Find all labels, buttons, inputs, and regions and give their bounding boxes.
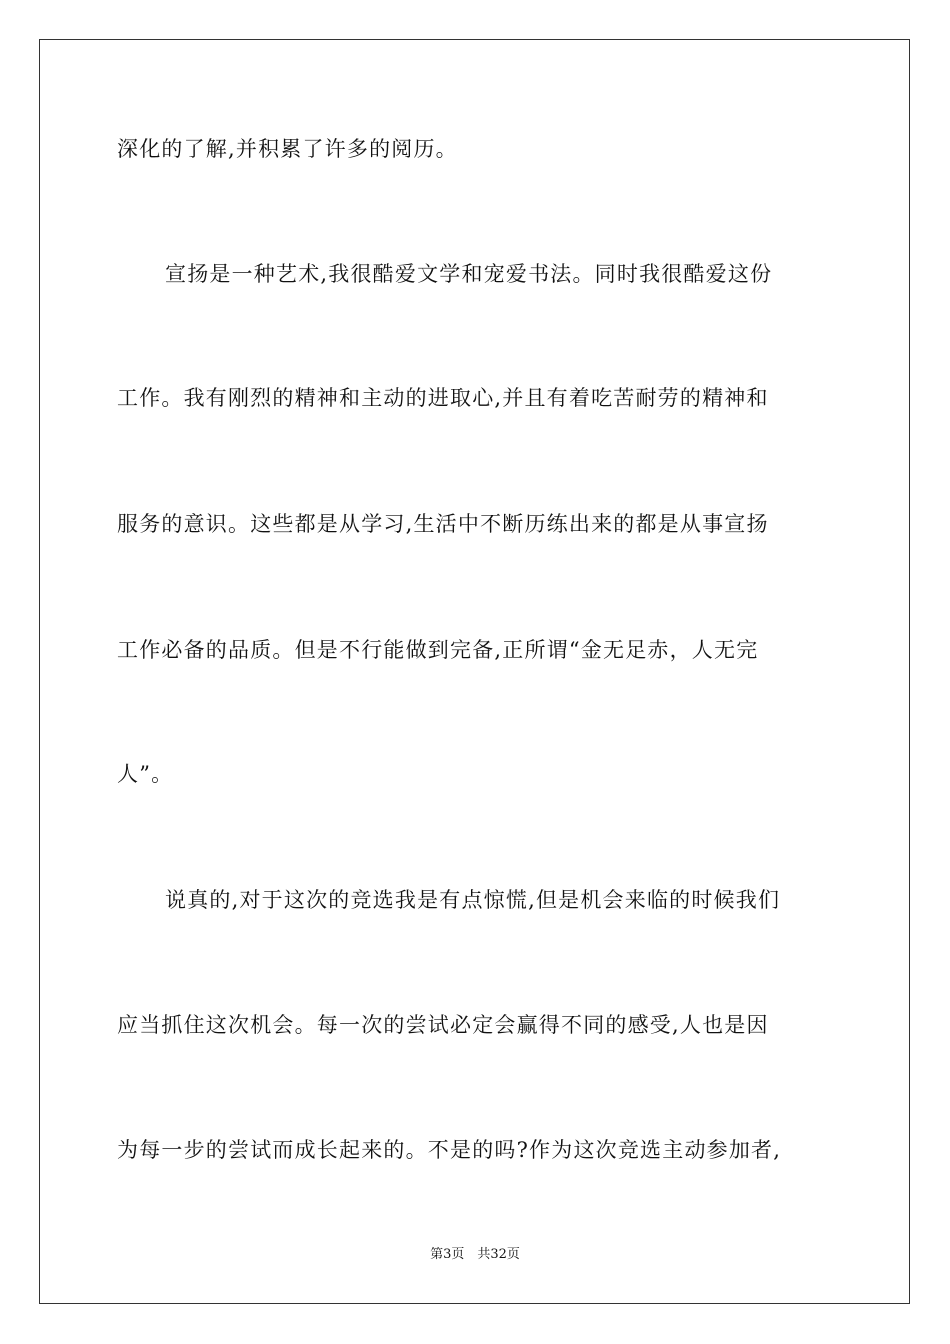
paragraph-3-line-1: 说真的,对于这次的竞选我是有点惊慌,但是机会来临的时候我们 bbox=[165, 888, 781, 912]
body-line-1: 深化的了解,并积累了许多的阅历。 bbox=[117, 137, 458, 161]
page-number-footer: 第3页 共32页 bbox=[430, 1247, 520, 1262]
paragraph-2-line-2: 工作。我有刚烈的精神和主动的进取心,并且有着吃苦耐劳的精神和 bbox=[117, 386, 769, 410]
paragraph-2-line-1: 宣扬是一种艺术,我很酷爱文学和宠爱书法。同时我很酷爱这份 bbox=[165, 262, 773, 286]
page-frame bbox=[39, 39, 910, 1304]
paragraph-3-line-3: 为每一步的尝试而成长起来的。不是的吗?作为这次竞选主动参加者, bbox=[117, 1138, 782, 1162]
paragraph-2-line-5: 人”。 bbox=[117, 762, 174, 786]
paragraph-2-line-3: 服务的意识。这些都是从学习,生活中不断历练出来的都是从事宣扬 bbox=[117, 512, 769, 536]
paragraph-3-line-2: 应当抓住这次机会。每一次的尝试必定会赢得不同的感受,人也是因 bbox=[117, 1013, 769, 1037]
paragraph-2-line-4: 工作必备的品质。但是不行能做到完备,正所谓“金无足赤，人无完 bbox=[117, 638, 759, 662]
